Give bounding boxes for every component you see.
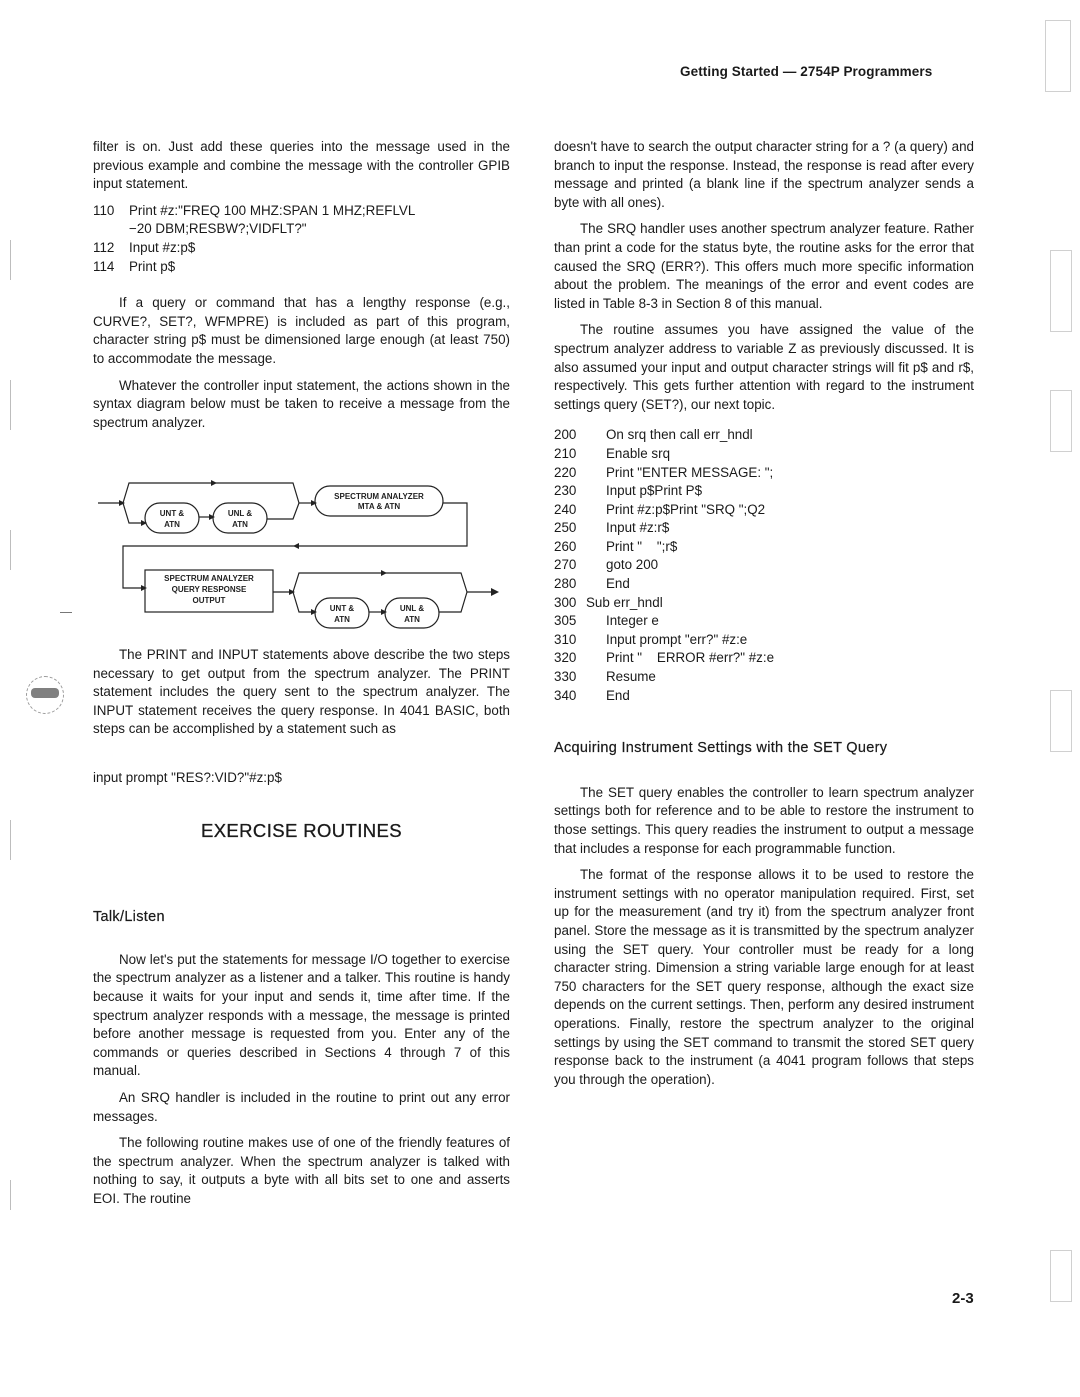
code-line [93,202,510,221]
line-number: 280 [554,576,577,592]
listing-line [554,464,974,483]
line-number: 230 [554,483,577,499]
code-text: −20 DBM;RESBW?;VIDFLT?" [129,221,307,237]
line-number: 112 [93,239,115,255]
diagram-query-output-label: SPECTRUM ANALYZER [164,574,254,583]
punch-hole-smudge [31,688,59,698]
paragraph-continued: doesn't have to search the output character string for a ? (a query) and branch to input the response. Instead, the response is read after every message and printed (a blank line if the spectrum analyzer sends a byte with all ones). [554,139,974,210]
paragraph-srq-handler: An SRQ handler is included in the routine to print out any error messages. [93,1089,510,1124]
diagram-unt-atn-1-label-line2: ATN [164,520,180,529]
paragraph-assumptions: The routine assumes you have assigned the value of the spectrum analyzer address to variable Z as previously discussed. It is also assumed your input and output character strings will fit p$ and r$, respectively. This gets further attention with regard to the instrument settings query (SET?), our next topic. [554,322,974,412]
line-number: 220 [554,464,577,480]
paragraph-set-query: The SET query enables the controller to learn spectrum analyzer settings both for reference and to be able to restore the instrument to those settings. This query readies the instrument to output a message that includes a response for each programmable function. [554,784,974,856]
listing-line [554,426,974,445]
line-number: 210 [554,445,577,461]
paragraph-talk-listen: Now let's put the statements for message I/O together to exercise the spectrum analyzer as a listener and a talker. This routine is handy because it waits for your input and sends it, time after time. If the spectrum analyzer responds with a message, the message is printed before another message is requested from you. Enter any of the commands or queries described in Sections 4 through 7 of this manual. [93,951,510,1079]
line-number: 300 [554,594,577,610]
listing-line [554,519,974,538]
paragraph-print-input: The PRINT and INPUT statements above describe the two steps necessary to get output from the spectrum analyzer. The PRINT statement includes the query sent to the spectrum analyzer. The INPUT statement receives the query response. In 4041 BASIC, both steps can be accomplished by a statement such as [93,647,510,737]
left-column [93,138,510,440]
code-text: Integer e [606,613,659,629]
code-line [93,220,510,239]
subsection-title-set-query: Acquiring Instrument Settings with the SET Query [554,740,888,757]
code-text: Print " ERROR #err?" #z:e [606,650,775,666]
line-number [93,220,129,239]
diagram-mta-atn-label: SPECTRUM ANALYZER [334,492,424,501]
line-number: 240 [554,501,577,517]
right-column [554,138,974,1097]
scan-edge-frame [1050,390,1072,452]
line-number: 200 [554,427,577,443]
line-number: 310 [554,631,577,647]
diagram-query-output-label-line3: OUTPUT [192,596,226,605]
code-text: End [606,576,630,592]
diagram-unt-atn-2-label: UNT & [329,604,355,613]
scan-margin-line-left [10,240,11,280]
code-text: End [606,687,630,703]
line-number: 110 [93,202,115,218]
diagram-unl-atn-1-label-line2: ATN [232,520,248,529]
diagram-unt-atn-1-label: UNT & [159,509,185,518]
paragraph-srq-feature: The SRQ handler uses another spectrum analyzer feature. Rather than print a code for the status byte, the routine asks for the error that caused the SRQ (ERR?). This offers much more specific information about the problem. The meanings of the error and event codes are listed in Table 8-3 in Section 8 of this manual. [554,221,974,311]
code-text: Print " ";r$ [606,538,678,554]
code-text: On srq then call err_hndl [606,427,753,443]
diagram-query-output-label-line2: QUERY RESPONSE [171,585,247,594]
code-text: goto 200 [606,557,659,573]
code-text: Print #z:p$Print "SRQ ";Q2 [606,501,766,517]
diagram-unl-atn-2-label-line2: ATN [404,615,420,624]
code-example-2: input prompt "RES?:VID?"#z:p$ [93,769,282,785]
scan-edge-frame [1050,250,1072,332]
paragraph-friendly-features: The following routine makes use of one of the friendly features of the spectrum analyzer. When the spectrum analyzer is talked with nothing to say, it outputs a byte with all bits set to one and asserts EOI. The routine [93,1135,510,1206]
listing-line [554,556,974,575]
running-header: Getting Started — 2754P Programmers [680,64,933,79]
intro-paragraph: filter is on. Just add these queries into the message used in the previous example and combine the message with the controller GPIB input statement. [93,139,510,192]
listing-line [554,594,974,613]
diagram-mta-atn-label-line2: MTA & ATN [357,502,401,511]
code-text: Resume [606,669,656,685]
code-line [93,258,510,277]
line-number: 114 [93,258,115,274]
line-number: 260 [554,538,577,554]
listing-line [554,482,974,501]
diagram-unl-atn-2-label: UNL & [399,604,425,613]
paragraph-response-format: The format of the response allows it to be used to restore the instrument settings with no operator manipulation required. First, set up for the measurement (and try it) from the spectrum analyzer front panel. Store the message as it is transmitted by the spectrum analyzer using the SET query. Your controller must be ready for a long character string. Dimension a string variable large enough for at least 750 characters for the SET query response, although the exact size depends on the current settings. Then, perform any desired instrument operations. Finally, restore the spectrum analyzer to the original settings by using the SET command to transmit the stored SET query response back to the instrument (a 4041 program follows that steps you through the operation). [554,867,974,1087]
code-text: Input prompt "err?" #z:e [606,631,748,647]
code-text: Print "ENTER MESSAGE: "; [606,464,774,480]
listing-line [554,501,974,520]
line-number: 270 [554,557,577,573]
scan-margin-line-left [10,530,11,570]
line-number: 250 [554,520,577,536]
syntax-diagram [93,474,513,634]
code-text: Input p$Print P$ [606,483,703,499]
listing-line [554,687,974,706]
scan-edge-frame [1050,690,1072,752]
left-column-lower [93,646,510,1216]
listing-line [554,445,974,464]
scan-margin-line-left [10,820,11,860]
code-text: Print #z:"FREQ 100 MHZ:SPAN 1 MHZ;REFLVL [129,202,416,218]
paragraph-syntax-diagram-intro: Whatever the controller input statement, the actions shown in the syntax diagram below must be taken to receive a message from the spectrum analyzer. [93,377,510,430]
code-text: Enable srq [606,445,671,461]
scan-margin-line-left [10,1180,11,1210]
listing-line [554,575,974,594]
listing-line [554,649,974,668]
code-text: Input #z:p$ [129,239,196,255]
subsection-title-talk-listen: Talk/Listen [93,909,165,926]
paragraph-lengthy-response: If a query or command that has a lengthy response (e.g., CURVE?, SET?, WFMPRE) is included as part of this program, character string p$ must be dimensioned large enough (at least 750) to accommodate the message. [93,295,510,366]
scan-edge-frame [1045,20,1071,92]
section-title-exercise-routines: EXERCISE ROUTINES [200,819,403,841]
line-number: 340 [554,687,577,703]
listing-line [554,612,974,631]
line-number: 320 [554,650,577,666]
code-text: Input #z:r$ [606,520,670,536]
code-example-1 [93,202,510,276]
page-number: 2-3 [952,1290,974,1307]
program-listing [554,426,974,705]
code-text: Sub err_hndl [586,594,663,610]
line-number: 305 [554,613,577,629]
scan-edge-frame [1050,1250,1072,1302]
code-text: Print p$ [129,258,176,274]
line-number: 330 [554,669,577,685]
listing-line [554,631,974,650]
scan-margin-line-left [10,380,11,430]
syntax-diagram-lines [93,474,513,634]
diagram-unl-atn-1-label: UNL & [227,509,253,518]
listing-line [554,668,974,687]
scan-dash-mark [60,612,72,613]
listing-line [554,538,974,557]
code-line [93,239,510,258]
diagram-unt-atn-2-label-line2: ATN [334,615,350,624]
